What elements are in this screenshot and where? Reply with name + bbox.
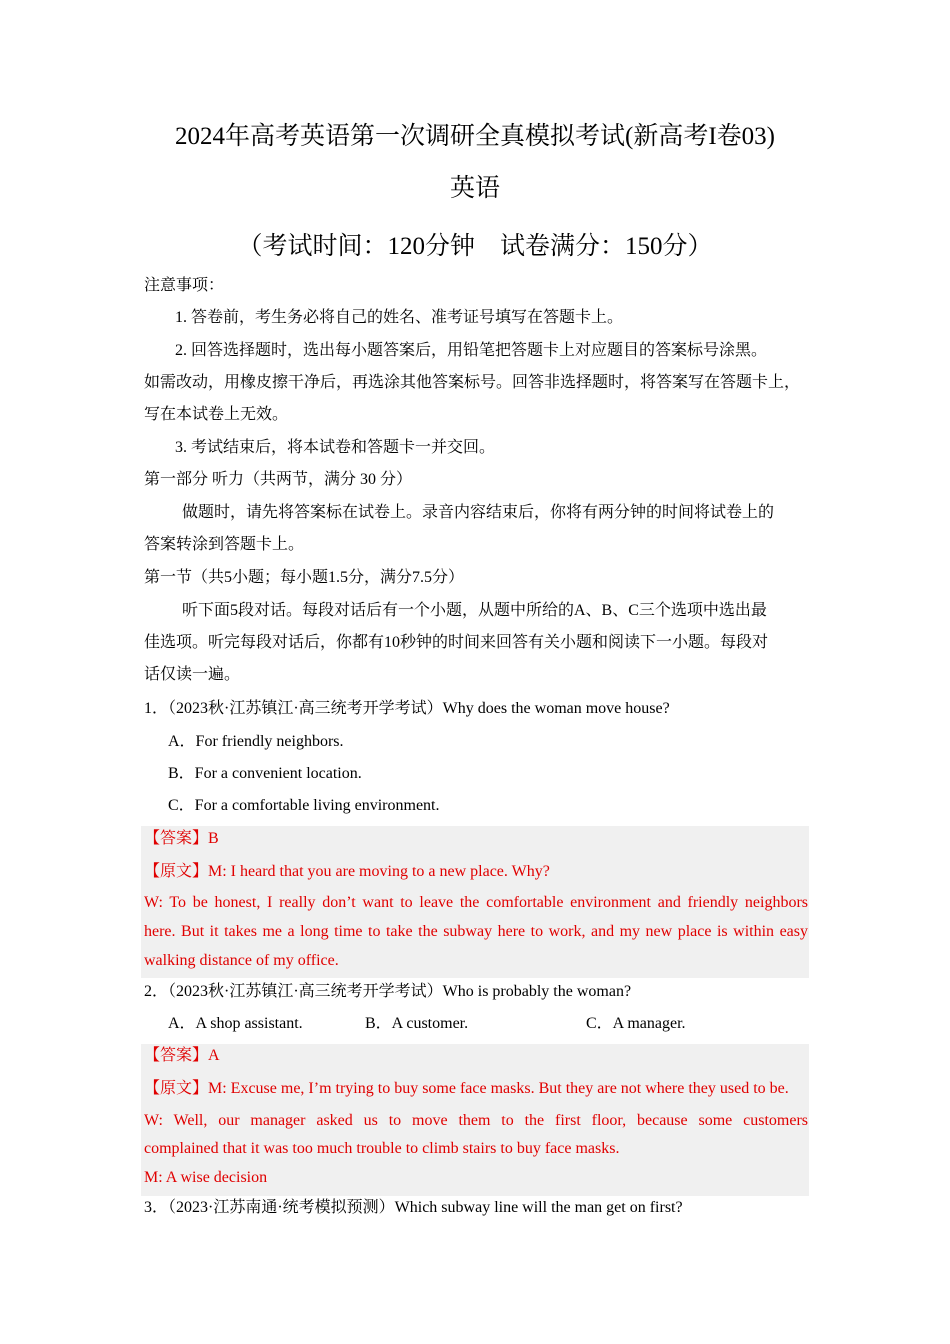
question-1-transcript-line-3: here. But it takes me a long time to take the subway here to work, and my new place is within easy — [144, 923, 808, 940]
section1-instruction-line-3: 话仅读一遍。 — [144, 666, 241, 683]
question-2-option-b: B．A customer. — [365, 1015, 469, 1032]
question-1-option-b: B．For a convenient location. — [168, 765, 362, 782]
note-item-2-line-2: 如需改动，用橡皮擦干净后，再选涂其他答案标号。回答非选择题时，将答案写在答题卡上， — [144, 374, 801, 391]
section1-instruction-line-1: 听下面5段对话。每段对话后有一个小题，从题中所给的A、B、C三个选项中选出最 — [182, 602, 767, 619]
question-2-transcript-line-2: W: Well, our manager asked us to move them to the first floor, because some customers — [144, 1112, 808, 1129]
question-2-stem: 2．（2023秋·江苏镇江·高三统考开学考试）Who is probably the woman? — [144, 983, 632, 1000]
question-3-stem: 3．（2023·江苏南通·统考模拟预测）Which subway line will the man get on first? — [144, 1199, 683, 1216]
question-1-stem: 1．（2023秋·江苏镇江·高三统考开学考试）Why does the woman move house? — [144, 700, 670, 717]
question-1-transcript-line-2: W: To be honest, I really don’t want to leave the comfortable environment and friendly neighbors — [144, 894, 808, 911]
section1-instruction-line-2: 佳选项。听完每段对话后，你都有10秒钟的时间来回答有关小题和阅读下一小题。每段对 — [144, 634, 769, 651]
question-2-transcript-line-4: M: A wise decision — [144, 1169, 268, 1186]
notes-heading: 注意事项： — [144, 277, 225, 294]
subject-title: 英语 — [449, 175, 500, 202]
question-1-option-c: C．For a comfortable living environment. — [168, 797, 440, 814]
exam-title: 2024年高考英语第一次调研全真模拟考试(新高考I卷03) — [175, 123, 775, 150]
part1-instruction-line-1: 做题时，请先将答案标在试卷上。录音内容结束后，你将有两分钟的时间将试卷上的 — [182, 504, 775, 521]
question-1-option-a: A．For friendly neighbors. — [168, 733, 344, 750]
note-item-1: 1. 答卷前，考生务必将自己的姓名、准考证号填写在答题卡上。 — [175, 309, 624, 326]
note-item-2-line-3: 写在本试卷上无效。 — [144, 406, 289, 423]
question-2-transcript-line-1: 【原文】M: Excuse me, I’m trying to buy some face masks. But they are not where they used to be. — [144, 1080, 789, 1097]
question-2-transcript-line-3: complained that it was too much trouble to climb stairs to buy face masks. — [144, 1140, 620, 1157]
question-1-transcript-line-1: 【原文】M: I heard that you are moving to a new place. Why? — [144, 863, 550, 880]
question-2-option-a: A．A shop assistant. — [168, 1015, 303, 1032]
section1-heading: 第一节（共5小题；每小题1.5分，满分7.5分） — [144, 569, 465, 586]
question-2-option-c: C．A manager. — [586, 1015, 686, 1032]
note-item-2-line-1: 2. 回答选择题时，选出每小题答案后，用铅笔把答题卡上对应题目的答案标号涂黑。 — [175, 342, 768, 359]
exam-time-info: （考试时间：120分钟 试卷满分：150分） — [237, 233, 713, 260]
note-item-3: 3. 考试结束后，将本试卷和答题卡一并交回。 — [175, 439, 496, 456]
part1-heading: 第一部分 听力（共两节，满分 30 分） — [144, 471, 413, 488]
question-1-answer: 【答案】B — [144, 830, 219, 847]
question-1-transcript-line-4: walking distance of my office. — [144, 952, 339, 969]
part1-instruction-line-2: 答案转涂到答题卡上。 — [144, 536, 305, 553]
question-2-answer: 【答案】A — [144, 1047, 220, 1064]
